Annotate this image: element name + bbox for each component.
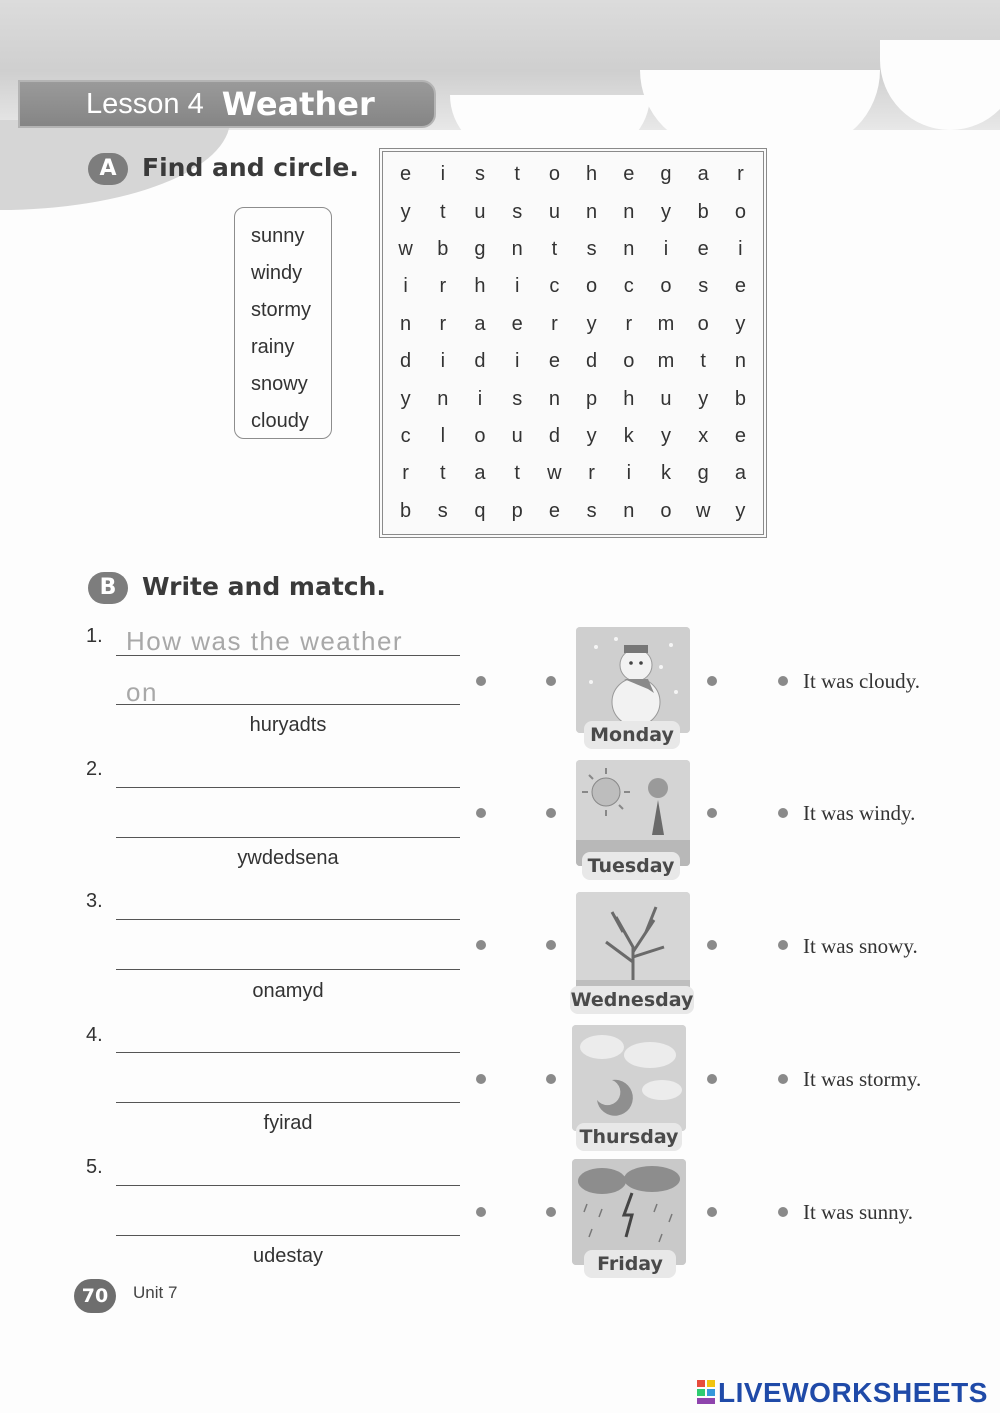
match-dot-answer[interactable] — [778, 808, 788, 818]
scrambled-word: ywdedsena — [237, 847, 339, 869]
answer-line[interactable] — [116, 1185, 460, 1186]
grid-letter[interactable]: e — [511, 312, 523, 335]
grid-letter[interactable]: x — [698, 424, 709, 447]
scrambled-word: udestay — [252, 1245, 324, 1267]
grid-letter[interactable]: b — [400, 499, 412, 522]
grid-letter[interactable]: s — [586, 237, 597, 260]
example-trace-line2: on — [126, 677, 158, 707]
day-label: Friday — [584, 1250, 676, 1278]
grid-letter[interactable]: m — [657, 350, 675, 373]
grid-letter[interactable]: o — [586, 275, 598, 298]
grid-letter[interactable]: m — [657, 312, 675, 335]
match-dot-answer[interactable] — [778, 1207, 788, 1217]
item-number: 3. — [86, 890, 103, 912]
grid-letter[interactable]: o — [660, 499, 672, 522]
grid-letter[interactable]: d — [400, 350, 412, 373]
windy-picture — [576, 760, 690, 866]
grid-letter[interactable]: i — [440, 350, 446, 373]
cloud-moon-picture — [572, 1025, 686, 1131]
item-number: 5. — [86, 1156, 103, 1178]
match-dot-left[interactable] — [476, 1207, 486, 1217]
word-list-box — [234, 207, 332, 439]
page-title: Weather — [221, 85, 375, 123]
grid-letter[interactable]: s — [698, 275, 709, 298]
match-dot-picture-right[interactable] — [707, 940, 717, 950]
grid-letter[interactable]: n — [623, 237, 635, 260]
item-number: 4. — [86, 1024, 103, 1046]
grid-letter[interactable]: e — [548, 350, 560, 373]
grid-letter[interactable]: i — [440, 163, 446, 186]
grid-letter[interactable]: s — [512, 200, 523, 223]
example-trace-line1: How was the weather — [126, 626, 404, 656]
grid-letter[interactable]: r — [625, 312, 633, 335]
grid-letter[interactable]: p — [586, 387, 598, 410]
snowman-picture — [576, 627, 690, 733]
section-b-badge: B — [88, 572, 128, 604]
scrambled-word: onamyd — [252, 980, 324, 1002]
header-cloud — [640, 70, 880, 150]
grid-letter[interactable]: y — [586, 424, 597, 447]
match-dot-picture-right[interactable] — [707, 1207, 717, 1217]
grid-letter[interactable]: h — [623, 387, 635, 410]
grid-letter[interactable]: i — [738, 237, 743, 260]
grid-letter[interactable]: t — [514, 163, 520, 186]
match-dot-picture-right[interactable] — [707, 1074, 717, 1084]
grid-letter[interactable]: s — [586, 499, 597, 522]
word-item: stormy — [251, 299, 311, 321]
day-label: Wednesday — [570, 986, 694, 1014]
grid-letter[interactable]: d — [474, 350, 486, 373]
grid-letter[interactable]: n — [734, 350, 746, 373]
grid-letter[interactable]: o — [734, 200, 746, 223]
grid-letter[interactable]: u — [511, 424, 523, 447]
scrambled-word: huryadts — [249, 714, 327, 736]
grid-letter[interactable]: w — [547, 462, 562, 485]
answer-sentence: It was sunny. — [803, 1200, 914, 1224]
grid-letter[interactable]: l — [440, 424, 446, 447]
grid-letter[interactable]: o — [660, 275, 672, 298]
grid-letter[interactable]: g — [660, 163, 672, 186]
grid-letter[interactable]: o — [474, 424, 486, 447]
answer-line[interactable] — [116, 1052, 460, 1053]
section-a-title: Find and circle. — [142, 153, 359, 182]
grid-letter[interactable]: y — [586, 312, 597, 335]
answer-sentence: It was snowy. — [803, 934, 918, 958]
grid-letter[interactable]: s — [474, 163, 485, 186]
header-cloud — [450, 95, 650, 155]
lesson-title-bar — [18, 80, 436, 128]
grid-letter[interactable]: w — [398, 237, 413, 260]
grid-letter[interactable]: s — [512, 387, 523, 410]
grid-letter[interactable]: y — [660, 200, 671, 223]
answer-line[interactable] — [116, 919, 460, 920]
answer-line[interactable] — [116, 1235, 460, 1236]
match-dot-picture-right[interactable] — [707, 808, 717, 818]
grid-letter[interactable]: b — [437, 237, 449, 260]
grid-letter[interactable]: u — [660, 387, 672, 410]
grid-letter[interactable]: o — [548, 163, 560, 186]
grid-letter[interactable]: a — [697, 163, 709, 186]
grid-letter[interactable]: y — [660, 424, 671, 447]
answer-sentence: It was cloudy. — [803, 669, 921, 693]
match-dot-answer[interactable] — [778, 940, 788, 950]
grid-letter[interactable]: n — [400, 312, 412, 335]
grid-letter[interactable]: t — [551, 237, 558, 260]
grid-letter[interactable]: r — [737, 163, 744, 186]
grid-letter[interactable]: y — [698, 387, 709, 410]
grid-letter[interactable]: i — [626, 462, 632, 485]
word-item: windy — [251, 262, 303, 284]
grid-letter[interactable]: i — [477, 387, 483, 410]
grid-letter[interactable]: t — [514, 462, 520, 485]
grid-letter[interactable]: q — [474, 499, 486, 522]
grid-letter[interactable]: g — [474, 237, 486, 260]
grid-letter[interactable]: b — [734, 387, 746, 410]
grid-letter[interactable]: k — [623, 424, 634, 447]
match-dot-left[interactable] — [476, 940, 486, 950]
grid-letter[interactable]: y — [400, 387, 411, 410]
liveworksheets-logo-icon — [697, 1380, 715, 1404]
grid-letter[interactable]: r — [439, 275, 447, 298]
day-label: Tuesday — [582, 852, 680, 880]
word-item: sunny — [251, 225, 305, 247]
grid-letter[interactable]: e — [697, 237, 709, 260]
grid-letter[interactable]: y — [735, 499, 746, 522]
word-item: rainy — [251, 336, 295, 358]
word-item: snowy — [251, 373, 308, 395]
grid-letter[interactable]: n — [623, 200, 635, 223]
match-dot-answer[interactable] — [778, 1074, 788, 1084]
answer-line[interactable] — [116, 969, 460, 970]
grid-letter[interactable]: r — [439, 312, 447, 335]
grid-letter[interactable]: c — [400, 424, 411, 447]
grid-letter[interactable]: r — [402, 462, 409, 485]
unit-label: Unit 7 — [133, 1283, 178, 1302]
grid-letter[interactable]: n — [511, 237, 523, 260]
word-item: cloudy — [251, 410, 309, 432]
grid-letter[interactable]: p — [511, 499, 523, 522]
grid-letter[interactable]: n — [623, 499, 635, 522]
day-label: Monday — [584, 721, 680, 749]
grid-letter[interactable]: k — [660, 462, 671, 485]
grid-letter[interactable]: e — [734, 424, 746, 447]
grid-letter[interactable]: w — [695, 499, 711, 522]
answer-sentence: It was windy. — [803, 801, 916, 825]
grid-letter[interactable]: i — [514, 350, 520, 373]
answer-line[interactable] — [116, 704, 460, 705]
answer-line[interactable] — [116, 837, 460, 838]
item-number: 1. — [86, 625, 103, 647]
grid-letter[interactable]: e — [548, 499, 560, 522]
scrambled-word: fyirad — [263, 1112, 313, 1134]
answer-sentence: It was stormy. — [803, 1067, 922, 1091]
grid-letter[interactable]: g — [697, 462, 709, 485]
grid-letter[interactable]: u — [548, 200, 560, 223]
grid-letter[interactable]: h — [586, 163, 598, 186]
grid-letter[interactable]: i — [514, 275, 520, 298]
brand-wordmark: LIVEWORKSHEETS — [718, 1377, 988, 1408]
grid-letter[interactable]: r — [551, 312, 558, 335]
section-b-title: Write and match. — [142, 572, 386, 601]
day-label: Thursday — [576, 1123, 682, 1151]
section-a-badge: A — [88, 153, 128, 185]
answer-line[interactable] — [116, 1102, 460, 1103]
match-dot-left[interactable] — [476, 1074, 486, 1084]
grid-letter[interactable]: u — [474, 200, 486, 223]
grid-letter[interactable]: d — [548, 424, 560, 447]
grid-letter[interactable]: t — [700, 350, 706, 373]
match-dot-left[interactable] — [476, 676, 486, 686]
grid-letter[interactable]: b — [697, 200, 709, 223]
match-dot-picture-left[interactable] — [546, 1074, 556, 1084]
grid-letter[interactable]: y — [400, 200, 411, 223]
grid-letter[interactable]: d — [586, 350, 598, 373]
grid-letter[interactable]: n — [586, 200, 598, 223]
grid-letter[interactable]: e — [734, 275, 746, 298]
grid-letter[interactable]: o — [697, 312, 709, 335]
lesson-label: Lesson 4 — [86, 87, 204, 120]
answer-line[interactable] — [116, 787, 460, 788]
answer-line[interactable] — [116, 655, 460, 656]
grid-letter[interactable]: c — [549, 275, 560, 298]
grid-letter[interactable]: a — [474, 462, 486, 485]
word-search-grid[interactable] — [379, 148, 767, 538]
page-number: 70 — [74, 1279, 116, 1313]
grid-letter[interactable]: n — [548, 387, 560, 410]
grid-letter[interactable]: n — [437, 387, 449, 410]
grid-letter[interactable]: t — [440, 462, 446, 485]
grid-letter[interactable]: a — [474, 312, 486, 335]
grid-letter[interactable]: o — [623, 350, 635, 373]
grid-letter[interactable]: h — [474, 275, 486, 298]
grid-letter[interactable]: r — [588, 462, 595, 485]
grid-letter[interactable]: e — [400, 163, 412, 186]
grid-letter[interactable]: t — [440, 200, 446, 223]
grid-letter[interactable]: c — [623, 275, 634, 298]
match-dot-picture-left[interactable] — [546, 940, 556, 950]
match-dot-left[interactable] — [476, 808, 486, 818]
grid-letter[interactable]: a — [734, 462, 746, 485]
grid-letter[interactable]: s — [437, 499, 448, 522]
grid-letter[interactable]: i — [403, 275, 408, 298]
grid-letter[interactable]: i — [663, 237, 669, 260]
match-dot-picture-right[interactable] — [707, 676, 717, 686]
match-dot-answer[interactable] — [778, 676, 788, 686]
match-dot-picture-left[interactable] — [546, 808, 556, 818]
grid-letter[interactable]: e — [623, 163, 635, 186]
item-number: 2. — [86, 758, 103, 780]
match-dot-picture-left[interactable] — [546, 1207, 556, 1217]
match-dot-picture-left[interactable] — [546, 676, 556, 686]
grid-letter[interactable]: y — [735, 312, 746, 335]
bare-tree-picture — [576, 892, 690, 998]
